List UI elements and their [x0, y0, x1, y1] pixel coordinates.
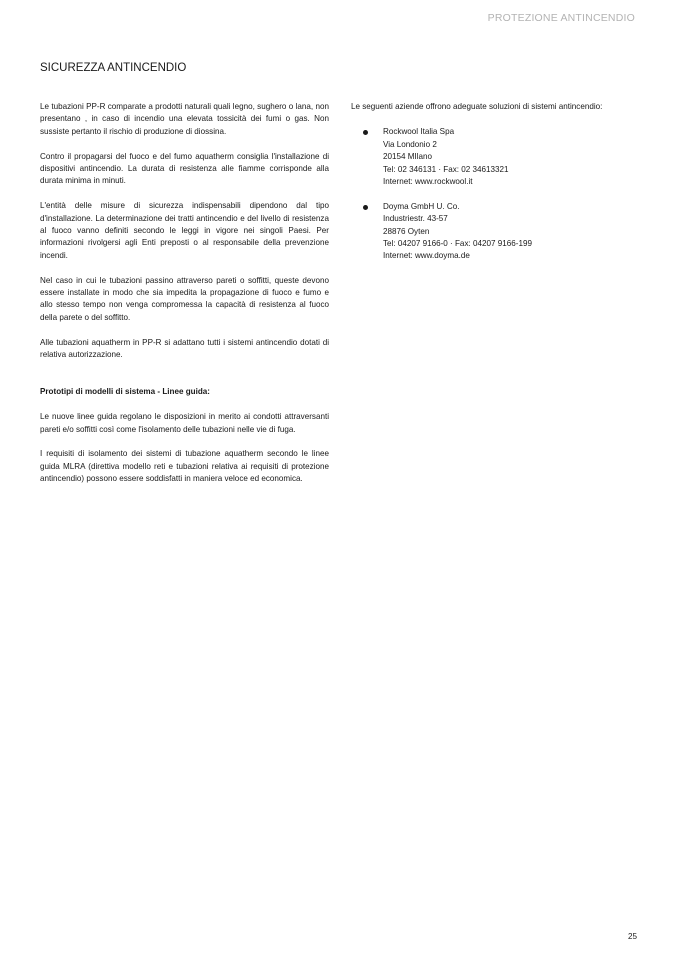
bullet-icon: [363, 205, 368, 210]
body-paragraph: L'entità delle misure di sicurezza indispensabili dipendono dal tipo d'installazione. La determinazione dei tratti antincendio e del livello di resistenza al fuoco vanno definiti secondo le leggi in vigore nei singoli Paesi. Per informazioni rivolgersi agli Enti preposti o al responsabile della prevenzione incendi.: [40, 201, 329, 260]
body-paragraph: Nel caso in cui le tubazioni passino attraverso pareti o soffitti, queste devono essere installate in modo che sia impedita la propagazione di fuoco e fumo e allo stesso tempo non venga compromessa la capacità di resistenza al fuoco della parete o del soffitto.: [40, 275, 329, 322]
body-paragraph: I requisiti di isolamento dei sistemi di tubazione aquatherm secondo le linee guida MLRA (direttiva modello reti e tubazioni relativa ai requisiti di protezione antincendio) possono essere soddisfatti in maniera veloce ed economica.: [40, 449, 329, 484]
body-paragraph: Le tubazioni PP-R comparate a prodotti naturali quali legno, sughero o lana, non presentano , in caso di incendio una elevata tossicità dei fumi o gas. Non sussiste pertanto il rischio di produzione di diossina.: [40, 102, 329, 136]
companies-intro: Le seguenti aziende offrono adeguate soluzioni di sistemi antincendio:: [351, 102, 603, 111]
company-website: Internet: www.doyma.de: [383, 251, 470, 261]
company-phone: Tel: 02 346131 · Fax: 02 34613321: [383, 164, 509, 174]
bullet-icon: [363, 130, 368, 135]
left-column: [40, 101, 329, 498]
company-street: Via Londonio 2: [383, 139, 437, 149]
company-name: Rockwool Italia Spa: [383, 127, 455, 137]
company-city: 28876 Oyten: [383, 226, 430, 236]
section-title: SICUREZZA ANTINCENDIO: [40, 62, 187, 74]
company-website: Internet: www.rockwool.it: [383, 177, 473, 187]
body-paragraph: Alle tubazioni aquatherm in PP-R si adattano tutti i sistemi antincendio dotati di relativa autorizzazione.: [40, 337, 329, 360]
company-name: Doyma GmbH U. Co.: [383, 201, 460, 211]
company-entry: [351, 201, 641, 263]
page-number: 25: [627, 932, 637, 941]
body-paragraph: Contro il propagarsi del fuoco e del fumo aquatherm consiglia l'installazione di dispositivi antincendio. La durata di resistenza alle fiamme corrisponde alla durata minima in minuti.: [40, 151, 329, 186]
company-phone: Tel: 04207 9166-0 · Fax: 04207 9166-199: [383, 239, 532, 249]
company-street: Industriestr. 43-57: [383, 214, 448, 224]
running-head: PROTEZIONE ANTINCENDIO: [487, 12, 635, 24]
company-city: 20154 MIlano: [383, 152, 433, 162]
company-entry: [351, 126, 641, 188]
subheading: Prototipi di modelli di sistema - Linee guida:: [40, 387, 210, 397]
body-paragraph: Le nuove linee guida regolano le disposizioni in merito ai condotti attraversanti pareti e/o soffitti così come l'isolamento delle tubazioni nelle vie di fuga.: [40, 412, 329, 434]
right-column: [351, 101, 641, 275]
